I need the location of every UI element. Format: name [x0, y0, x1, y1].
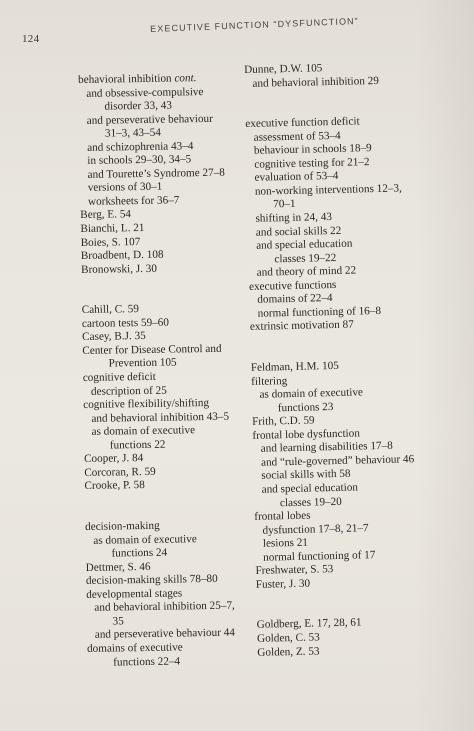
entry-text: and social skills 22 [255, 224, 342, 239]
entry-text: as domain of executive [91, 424, 196, 439]
entry-text: 70–1 [273, 198, 296, 211]
index-subentry [86, 600, 235, 616]
entry-text: and Tourette’s Syndrome 27–8 [87, 166, 225, 181]
entry-text: filtering [251, 374, 288, 388]
entry-text: behavioral inhibition [78, 72, 172, 86]
entry-text: Boies, S. 107 [80, 235, 141, 249]
entry-text: disorder 33, 43 [104, 99, 173, 113]
entry-text: worksheets for 36–7 [87, 194, 180, 208]
entry-text: Cahill, C. 59 [81, 303, 139, 317]
entry-text: classes 19–22 [274, 251, 337, 266]
entry-text: and special education [255, 237, 353, 252]
entry-text: as domain of executive [93, 532, 197, 547]
entry-text: Broadbent, D. 108 [80, 248, 164, 263]
section-gap [256, 589, 418, 620]
section-gap [81, 275, 230, 304]
entry-text: non-working interventions 12–3, [254, 182, 402, 198]
entry-text: Golden, Z. 53 [257, 644, 320, 659]
entry-text: versions of 30–1 [87, 181, 163, 195]
entry-text: and “rule-governed” behaviour 46 [260, 453, 415, 469]
entry-text: functions 24 [111, 546, 168, 560]
entry-text: 31–3, 43–54 [104, 126, 161, 140]
entry-text: Bronowski, J. 30 [80, 262, 158, 276]
entry-text: Dunne, D.W. 105 [244, 62, 323, 76]
index-entry [86, 573, 235, 589]
entry-text: frontal lobes [254, 509, 311, 523]
entry-text: and obsessive-compulsive [86, 85, 204, 100]
entry-text: Corcoran, R. 59 [84, 465, 156, 479]
entry-text: and schizophrenia 43–4 [87, 139, 194, 154]
entry-text: Feldman, H.M. 105 [250, 359, 339, 374]
entry-text: developmental stages [86, 587, 183, 601]
index-subentry [79, 166, 228, 182]
entry-text: normal functioning of 16–8 [257, 304, 382, 320]
index-column-left [78, 72, 236, 670]
entry-text: decision-making skills 78–80 [85, 573, 218, 588]
entry-text: shifting in 24, 43 [255, 211, 333, 225]
entry-text: executive functions [248, 278, 337, 293]
entry-text: Crooke, P. 58 [84, 479, 145, 493]
entry-text: 35 [112, 615, 124, 628]
entry-text: dysfunction 17–8, 21–7 [262, 521, 369, 537]
index-column-right [244, 60, 419, 660]
entry-text: Berg, E. 54 [80, 208, 132, 222]
entry-text: cognitive deficit [82, 370, 156, 384]
entry-text: executive function deficit [245, 115, 360, 131]
page-number: 124 [22, 33, 40, 45]
entry-text: functions 22–4 [113, 654, 181, 669]
section-gap [250, 331, 412, 362]
entry-text: description of 25 [90, 384, 167, 398]
entry-text: cognitive testing for 21–2 [254, 156, 370, 171]
entry-text: as domain of executive [259, 386, 364, 401]
entry-text: classes 19–20 [279, 495, 342, 509]
index-entry [257, 643, 418, 660]
running-head: EXECUTIVE FUNCTION “DYSFUNCTION” [150, 15, 359, 34]
entry-text: cognitive flexibility/shifting [83, 397, 210, 412]
entry-text: and behavioral inhibition 25–7, [94, 599, 235, 615]
entry-text: Goldberg, E. 17, 28, 61 [256, 616, 362, 632]
entry-text: social skills with 58 [261, 468, 351, 483]
entry-text: Freshwater, S. 53 [255, 563, 334, 578]
entry-text: frontal lobe dysfunction [252, 427, 361, 442]
entry-text: Casey, B.J. 35 [82, 330, 146, 344]
entry-text: functions 22 [109, 438, 166, 452]
entry-text: Golden, C. 53 [256, 631, 320, 645]
entry-text: normal functioning of 17 [263, 548, 376, 564]
section-gap [245, 87, 407, 118]
index-subentry [83, 410, 232, 426]
index-subentry [87, 627, 236, 643]
entry-text: and perseverative behaviour [86, 112, 213, 127]
entry-text: Bianchi, L. 21 [80, 221, 145, 235]
entry-text: evaluation of 53–4 [254, 170, 339, 185]
entry-text: and behavioral inhibition 29 [252, 74, 380, 90]
entry-text: domains of executive [86, 641, 183, 655]
continued-marker: cont. [174, 72, 197, 85]
entry-text: functions 23 [277, 400, 334, 414]
index-subentry [87, 654, 236, 670]
entry-text: and perseverative behaviour 44 [94, 627, 236, 642]
entry-text: and theory of mind 22 [256, 264, 357, 279]
entry-text: and behavioral inhibition 43–5 [91, 410, 230, 425]
entry-text: in schools 29–30, 34–5 [87, 153, 192, 168]
entry-text: and learning disabilities 17–8 [260, 440, 393, 456]
entry-text: Frith, C.D. 59 [251, 414, 315, 429]
entry-text: Center for Disease Control and [82, 342, 222, 357]
entry-text: Prevention 105 [108, 356, 177, 371]
entry-text: extrinsic motivation 87 [249, 318, 354, 334]
entry-text: cartoon tests 59–60 [81, 316, 170, 330]
entry-text: assessment of 53–4 [253, 129, 341, 144]
section-gap [85, 492, 234, 521]
entry-text: and special education [261, 481, 359, 496]
entry-text: domains of 22–4 [257, 292, 333, 307]
entry-text: lesions 21 [262, 536, 309, 550]
entry-text: behaviour in schools 18–9 [253, 142, 372, 158]
entry-text: Cooper, J. 84 [83, 452, 144, 466]
entry-text: Dettmer, S. 46 [85, 560, 151, 574]
entry-text: Fuster, J. 30 [255, 577, 311, 591]
entry-text: decision-making [85, 519, 160, 533]
index-subentry [79, 112, 228, 128]
